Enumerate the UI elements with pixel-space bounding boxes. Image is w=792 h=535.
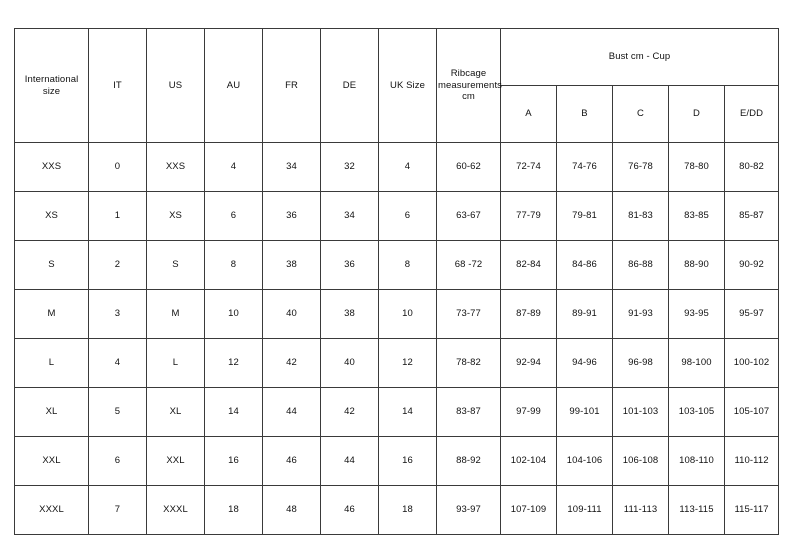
cell-cup-b: 79-81	[557, 192, 613, 241]
cell-international-size: XL	[15, 388, 89, 437]
column-header-cup-b: B	[557, 86, 613, 143]
cell-au: 4	[205, 143, 263, 192]
cell-international-size: XXS	[15, 143, 89, 192]
column-header-us: US	[147, 29, 205, 143]
cell-it: 7	[89, 486, 147, 535]
cell-cup-c: 101-103	[613, 388, 669, 437]
cell-uk: 6	[379, 192, 437, 241]
header-row-top	[15, 29, 779, 86]
cell-cup-c: 91-93	[613, 290, 669, 339]
cell-ribcage: 78-82	[437, 339, 501, 388]
cell-international-size: XS	[15, 192, 89, 241]
cell-ribcage: 63-67	[437, 192, 501, 241]
cell-cup-c: 111-113	[613, 486, 669, 535]
cell-de: 44	[321, 437, 379, 486]
cell-international-size: S	[15, 241, 89, 290]
cell-fr: 40	[263, 290, 321, 339]
cell-cup-d: 98-100	[669, 339, 725, 388]
cell-cup-a: 107-109	[501, 486, 557, 535]
column-header-au: AU	[205, 29, 263, 143]
cell-cup-a: 92-94	[501, 339, 557, 388]
table-row	[15, 192, 779, 241]
cell-international-size: XXL	[15, 437, 89, 486]
cell-fr: 36	[263, 192, 321, 241]
cell-cup-b: 99-101	[557, 388, 613, 437]
cell-cup-edd: 100-102	[725, 339, 779, 388]
cell-au: 16	[205, 437, 263, 486]
cell-it: 6	[89, 437, 147, 486]
cell-us: XS	[147, 192, 205, 241]
cell-fr: 38	[263, 241, 321, 290]
cell-cup-b: 109-111	[557, 486, 613, 535]
cell-cup-edd: 95-97	[725, 290, 779, 339]
cell-cup-d: 103-105	[669, 388, 725, 437]
table-row	[15, 388, 779, 437]
cell-uk: 10	[379, 290, 437, 339]
cell-cup-d: 83-85	[669, 192, 725, 241]
column-header-cup-d: D	[669, 86, 725, 143]
cell-it: 5	[89, 388, 147, 437]
cell-cup-d: 108-110	[669, 437, 725, 486]
cell-it: 3	[89, 290, 147, 339]
cell-de: 40	[321, 339, 379, 388]
cell-cup-edd: 115-117	[725, 486, 779, 535]
cell-cup-d: 93-95	[669, 290, 725, 339]
cell-cup-c: 76-78	[613, 143, 669, 192]
cell-uk: 18	[379, 486, 437, 535]
size-chart-table	[14, 28, 779, 535]
cell-au: 8	[205, 241, 263, 290]
cell-cup-b: 104-106	[557, 437, 613, 486]
table-row	[15, 290, 779, 339]
cell-cup-edd: 90-92	[725, 241, 779, 290]
cell-uk: 4	[379, 143, 437, 192]
column-header-cup-edd: E/DD	[725, 86, 779, 143]
cell-de: 46	[321, 486, 379, 535]
cell-de: 38	[321, 290, 379, 339]
cell-au: 10	[205, 290, 263, 339]
cell-au: 18	[205, 486, 263, 535]
table-row	[15, 437, 779, 486]
cell-it: 0	[89, 143, 147, 192]
cell-cup-edd: 85-87	[725, 192, 779, 241]
cell-de: 34	[321, 192, 379, 241]
cell-international-size: XXXL	[15, 486, 89, 535]
cell-cup-c: 106-108	[613, 437, 669, 486]
cell-fr: 44	[263, 388, 321, 437]
cell-cup-b: 94-96	[557, 339, 613, 388]
cell-cup-b: 74-76	[557, 143, 613, 192]
cell-cup-d: 88-90	[669, 241, 725, 290]
column-group-header-bust-cup: Bust cm - Cup	[501, 29, 779, 86]
cell-cup-a: 77-79	[501, 192, 557, 241]
table-row	[15, 339, 779, 388]
cell-uk: 16	[379, 437, 437, 486]
cell-cup-b: 84-86	[557, 241, 613, 290]
cell-cup-d: 113-115	[669, 486, 725, 535]
cell-cup-edd: 105-107	[725, 388, 779, 437]
cell-cup-b: 89-91	[557, 290, 613, 339]
cell-ribcage: 93-97	[437, 486, 501, 535]
cell-fr: 48	[263, 486, 321, 535]
table-row	[15, 486, 779, 535]
cell-ribcage: 73-77	[437, 290, 501, 339]
column-header-it: IT	[89, 29, 147, 143]
cell-cup-a: 82-84	[501, 241, 557, 290]
column-header-de: DE	[321, 29, 379, 143]
table-row	[15, 143, 779, 192]
cell-ribcage: 68 -72	[437, 241, 501, 290]
table-row	[15, 241, 779, 290]
cell-ribcage: 60-62	[437, 143, 501, 192]
column-header-ribcage-measurements-cm: Ribcage measurements cm	[437, 29, 501, 143]
cell-cup-d: 78-80	[669, 143, 725, 192]
cell-cup-a: 87-89	[501, 290, 557, 339]
cell-cup-edd: 110-112	[725, 437, 779, 486]
cell-uk: 8	[379, 241, 437, 290]
cell-cup-a: 72-74	[501, 143, 557, 192]
cell-de: 36	[321, 241, 379, 290]
table-body	[15, 143, 779, 535]
cell-us: XXL	[147, 437, 205, 486]
cell-it: 1	[89, 192, 147, 241]
cell-au: 14	[205, 388, 263, 437]
cell-cup-a: 102-104	[501, 437, 557, 486]
cell-international-size: L	[15, 339, 89, 388]
column-header-fr: FR	[263, 29, 321, 143]
column-header-cup-c: C	[613, 86, 669, 143]
column-header-cup-a: A	[501, 86, 557, 143]
cell-au: 12	[205, 339, 263, 388]
cell-us: XXS	[147, 143, 205, 192]
cell-cup-c: 81-83	[613, 192, 669, 241]
column-header-international-size: International size	[15, 29, 89, 143]
cell-us: L	[147, 339, 205, 388]
cell-cup-c: 96-98	[613, 339, 669, 388]
cell-au: 6	[205, 192, 263, 241]
cell-ribcage: 88-92	[437, 437, 501, 486]
cell-ribcage: 83-87	[437, 388, 501, 437]
cell-cup-edd: 80-82	[725, 143, 779, 192]
cell-us: XL	[147, 388, 205, 437]
table-header	[15, 29, 779, 143]
cell-us: S	[147, 241, 205, 290]
cell-it: 2	[89, 241, 147, 290]
cell-cup-a: 97-99	[501, 388, 557, 437]
cell-us: XXXL	[147, 486, 205, 535]
cell-us: M	[147, 290, 205, 339]
cell-cup-c: 86-88	[613, 241, 669, 290]
cell-uk: 12	[379, 339, 437, 388]
cell-it: 4	[89, 339, 147, 388]
cell-fr: 42	[263, 339, 321, 388]
cell-fr: 34	[263, 143, 321, 192]
cell-de: 32	[321, 143, 379, 192]
column-header-uk-size: UK Size	[379, 29, 437, 143]
cell-international-size: M	[15, 290, 89, 339]
cell-fr: 46	[263, 437, 321, 486]
cell-de: 42	[321, 388, 379, 437]
cell-uk: 14	[379, 388, 437, 437]
